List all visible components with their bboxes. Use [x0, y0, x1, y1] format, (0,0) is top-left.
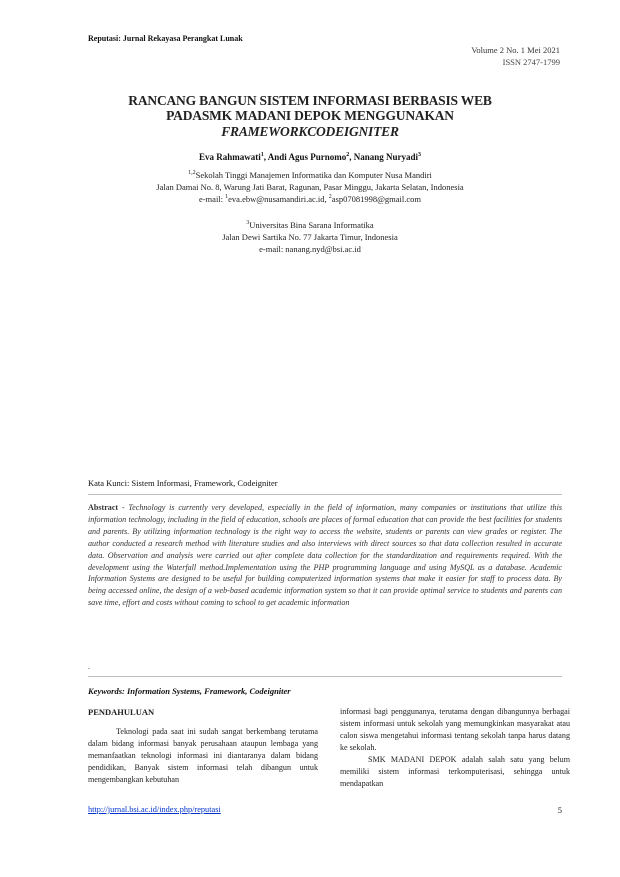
abstract-dot: . — [88, 662, 90, 671]
affiliation-1-sup: 1,2 — [188, 170, 196, 177]
author-2: Andi Agus Purnomo — [267, 152, 347, 162]
affiliation-2-address: Jalan Dewi Sartika No. 77 Jakarta Timur, Indonesia — [222, 232, 398, 242]
intro-paragraph: Teknologi pada saat ini sudah sangat berkembang terutama dalam bidang informasi banyak perusahaan ataupun lembaga yang memanfaatkan teknologi informasi ini diantaranya dalam bidang pendidikan, Banyak sistem informasi telah dibangun untuk mengembangkan kebutuhan — [88, 727, 318, 784]
affiliation-2-institution: $^3$Universitas Bina Sarana Informatika — [246, 220, 374, 230]
email-1-sup: 1 — [225, 194, 229, 201]
volume-info: Volume 2 No. 1 Mei 2021 — [471, 45, 560, 55]
email-2[interactable]: asp07081998@gmail.com — [331, 194, 422, 204]
right-paragraph-1: informasi bagi penggunanya, terutama dengan dibangunnya berbagai sistem informasi untuk sekolah yang memungkinkan masyarakat atau calon siswa mengetahui informasi tentang sekolah tanpa harus datang ke sekolah. — [340, 707, 570, 752]
abstract-en-text: Technology is currently very developed, especially in the field of information, many companies or institutions that utilize this information technology, including in the field of education, schools are places of formal education that can provide the best facilities for students and parents. By utilizing information technology is the right way to access the website, students or parents can view grades or register. The author conducted a research method with literature studies and also interviews with direct sources so that data collection resulted in accurate data. Observation and analysis were carried out after complete data collection for the standardization and requirements required. With the development using the Waterfall method.Implementation using the PHP programming language and using MySQL as a database. Academic Information Systems are designed to be useful for building computerized information systems that make it easier for staff to process data. By being accessed online, the design of a web-based academic information system so that it can provide optimal service to students and parents can save time, effort and costs without coming to school to get academic information — [88, 503, 562, 608]
section-title-pendahuluan: PENDAHULUAN — [88, 707, 155, 717]
body-right-column — [340, 706, 570, 790]
abstract-english: Abstract - Technology is currently very developed, especially in the field of information, many companies or institutions that utilize this information technology, including in the field of education, schools are places of formal education that can provide the best facilities for students and parents. By utilizing information technology is the right way to access the website, students or parents can view grades or register. The author conducted a research method with literature studies and also interviews with direct sources so that data collection resulted in accurate data. Observation and analysis were carried out after complete data collection for the standardization and requirements required. With the development using the Waterfall method.Implementation using the PHP programming language and using MySQL as a database. Academic Information Systems are designed to be useful for building computerized information systems that make it easier for staff to process data. By being accessed online, the design of a web-based academic information system so that it can provide optimal service to students and parents can save time, effort and costs without coming to school to get academic information — [88, 503, 562, 608]
affiliation-1-email — [60, 194, 560, 204]
authors: Eva Rahmawati$^1$, Andi Agus Purnomo$^2$, Nanang Nuryadi$^3$ — [198, 152, 422, 162]
paper-title-line-2: PADASMK MADANI DEPOK MENGGUNAKAN — [166, 108, 454, 123]
divider-top — [88, 494, 562, 495]
email-2-sup: 2 — [328, 194, 332, 201]
page-number: 5 — [557, 805, 562, 815]
keywords-indonesian: Kata Kunci: Sistem Informasi, Framework, Codeigniter — [88, 478, 278, 488]
email-prefix: e-mail: — [198, 194, 226, 204]
abstract-en-label: Abstract — [88, 503, 119, 512]
email-1[interactable]: eva.ebw@nusamandiri.ac.id, — [228, 194, 329, 204]
keywords-english: Keywords: Information Systems, Framework, Codeigniter — [88, 686, 291, 696]
paper-title-line-3: FRAMEWORKCODEIGNITER — [221, 124, 399, 139]
right-paragraph-2: SMK MADANI DEPOK adalah salah satu yang belum memiliki sistem informasi terkomputerisasi, sehingga untuk mendapatkan — [340, 755, 570, 788]
author-2-sup: 2 — [346, 152, 350, 158]
affiliation-2-email: e-mail: nanang.nyd@bsi.ac.id — [259, 244, 361, 254]
journal-name: Reputasi: Jurnal Rekayasa Perangkat Lunak — [88, 34, 243, 43]
author-3-sup: 3 — [418, 152, 422, 158]
footer-journal-link[interactable]: http://jurnal.bsi.ac.id/index.php/reputasi — [88, 805, 221, 814]
author-1-sup: 1 — [260, 152, 264, 158]
author-3: Nanang Nuryadi — [353, 152, 419, 162]
paper-title-line-1: RANCANG BANGUN SISTEM INFORMASI BERBASIS WEB — [128, 93, 492, 108]
body-left-column — [88, 706, 318, 786]
divider-bottom — [88, 676, 562, 677]
author-1: Eva Rahmawati — [198, 152, 261, 162]
affiliation-1-institution: $^{1,2}$Sekolah Tinggi Manajemen Informatika dan Komputer Nusa Mandiri — [188, 170, 432, 180]
affiliation-1-address: Jalan Damai No. 8, Warung Jati Barat, Ragunan, Pasar Minggu, Jakarta Selatan, Indonesia — [156, 182, 464, 192]
affiliation-2-sup: 3 — [246, 220, 250, 227]
issn: ISSN 2747-1799 — [502, 57, 560, 67]
